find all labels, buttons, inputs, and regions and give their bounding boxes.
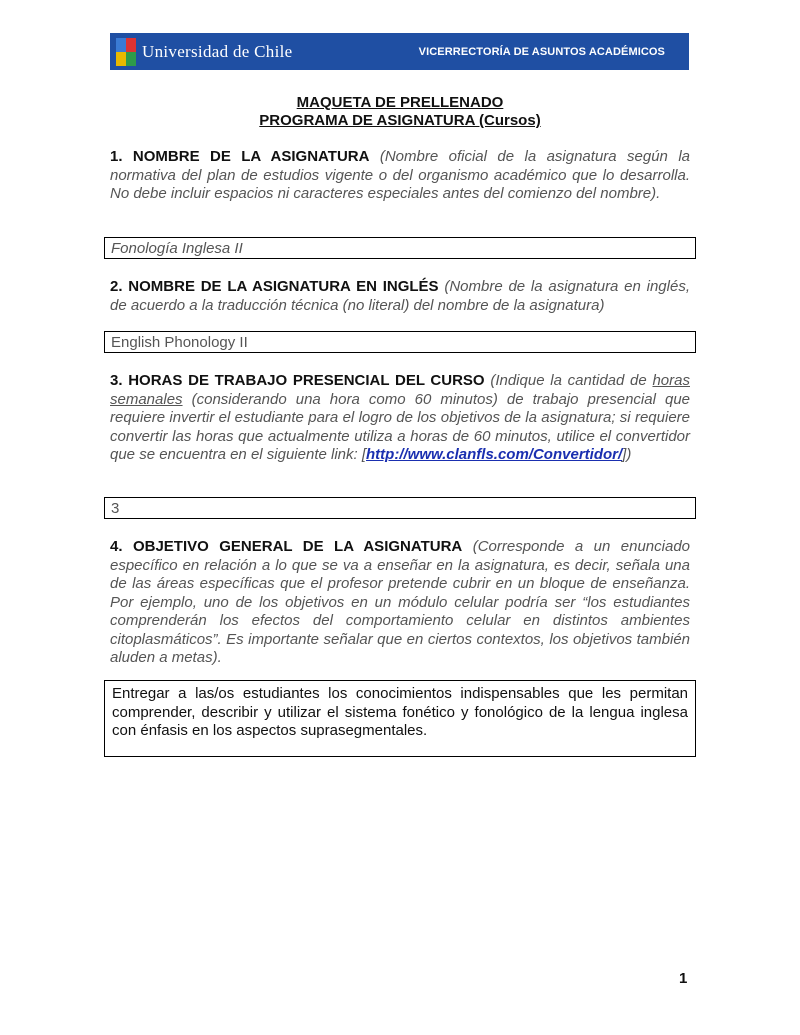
section-description: (Nombre de la asignatura en inglés, de acuerdo a la traducción técnica (no literal) del nombre de la asignatura): [110, 278, 690, 314]
page-header-banner: [110, 33, 689, 70]
section-general-objective: [110, 538, 690, 668]
university-crest-icon: [116, 38, 136, 66]
section-description: (Corresponde a un enunciado específico en relación a lo que se va a enseñar en la asignatura, es decir, señala una de las áreas específicas que el profesor pretende cubrir en un bloque de enseñanza. Por ejemplo, uno de los objetivos en un módulo celular podría ser “los estudiantes comprenderán los efectos del comportamiento celular en distintos ambientes citoplasmáticos”. Es importante señalar que en ciertos contextos, los objetivos también aluden a metas).: [110, 538, 690, 666]
document-subtitle: PROGRAMA DE ASIGNATURA (Cursos): [259, 112, 541, 129]
weekly-hours-term: horas semanales: [110, 372, 690, 408]
section-course-name-english: [110, 278, 690, 315]
answer-contact-hours: 3: [104, 497, 696, 519]
answer-course-name-english: English Phonology II: [104, 331, 696, 353]
section-description: (Nombre oficial de la asignatura según la normativa del plan de estudios vigente o del organismo académico que lo desarrolla. No debe incluir espacios ni caracteres especiales antes del comienzo del nombre).: [110, 148, 690, 202]
section-contact-hours: [110, 372, 690, 465]
section-course-name: [110, 148, 690, 204]
answer-general-objective: Entregar a las/os estudiantes los conocimientos indispensables que les permitan comprender, describir y utilizar el sistema fonético y fonológico de la lengua inglesa con énfasis en los aspectos suprasegmentales.: [104, 680, 696, 757]
section-description: (Indique la cantidad de horas semanales (considerando una hora como 60 minutos) de trabajo presencial que requiere invertir el estudiante para el logro de los objetivos de la asignatura; si requiere convertir las horas que actualmente utiliza a horas de 60 minutos, utilice el convertidor que se encuentra en el siguiente link: [http://www.clanfls.com/Convertidor/]): [110, 372, 691, 463]
document-title: MAQUETA DE PRELLENADO: [296, 94, 504, 111]
answer-course-name: Fonología Inglesa II: [104, 237, 696, 259]
section-heading: 2. NOMBRE DE LA ASIGNATURA EN INGLÉS: [110, 278, 439, 295]
converter-link[interactable]: http://www.clanfls.com/Convertidor/: [366, 446, 623, 463]
university-name: Universidad de Chile: [142, 41, 293, 61]
section-heading: 1. NOMBRE DE LA ASIGNATURA: [110, 148, 370, 165]
department-name: VICERRECTORÍA DE ASUNTOS ACADÉMICOS: [418, 45, 665, 58]
page-number: 1: [679, 970, 688, 987]
section-heading: 3. HORAS DE TRABAJO PRESENCIAL DEL CURSO: [110, 372, 485, 389]
section-heading: 4. OBJETIVO GENERAL DE LA ASIGNATURA: [110, 538, 463, 555]
university-logo: [116, 38, 292, 66]
